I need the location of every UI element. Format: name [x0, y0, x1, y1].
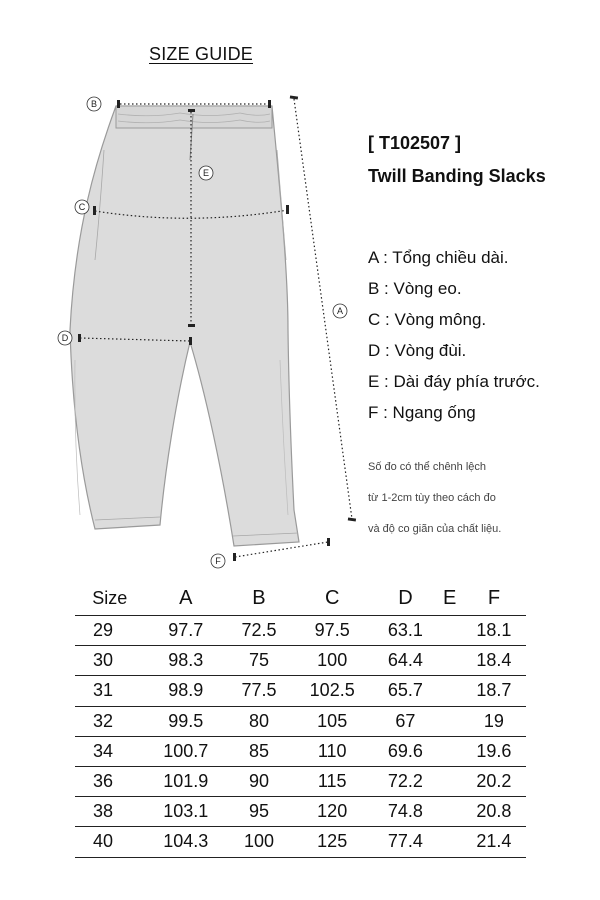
table-row [75, 646, 526, 676]
cell-e [437, 646, 461, 676]
cell-e [437, 827, 461, 857]
table-row [75, 766, 526, 796]
header-d: D [373, 582, 437, 616]
legend-item-c: C : Vòng mông. [368, 310, 487, 329]
header-size: Size [75, 582, 145, 616]
product-name: Twill Banding Slacks [368, 166, 546, 186]
cell-size: 29 [75, 616, 145, 646]
table-row [75, 827, 526, 857]
cell-d: 63.1 [373, 616, 437, 646]
cell-f: 18.7 [462, 676, 526, 706]
cell-d: 74.8 [373, 797, 437, 827]
label-c [75, 200, 89, 214]
pants-illustration [70, 106, 299, 546]
note-line: Số đo có thể chênh lệch [368, 461, 487, 473]
cell-f: 21.4 [462, 827, 526, 857]
cell-e [437, 766, 461, 796]
cell-c: 97.5 [291, 616, 373, 646]
cell-a: 101.9 [145, 766, 227, 796]
cell-a: 99.5 [145, 706, 227, 736]
cell-c: 110 [291, 736, 373, 766]
cell-d: 65.7 [373, 676, 437, 706]
cell-f: 20.2 [462, 766, 526, 796]
cell-c: 102.5 [291, 676, 373, 706]
cell-size: 34 [75, 736, 145, 766]
cell-c: 105 [291, 706, 373, 736]
header-c: C [291, 582, 373, 616]
svg-text:C: C [78, 202, 86, 212]
size-guide-title: SIZE GUIDE [149, 44, 254, 64]
cell-b: 75 [227, 646, 291, 676]
cell-f: 18.1 [462, 616, 526, 646]
table-row [75, 706, 526, 736]
measurement-note [368, 456, 501, 549]
table-row [75, 616, 526, 646]
cell-size: 32 [75, 706, 145, 736]
cell-e [437, 736, 461, 766]
svg-text:A: A [336, 306, 344, 316]
table-header-row [75, 582, 526, 616]
legend-item-e: E : Dài đáy phía trước. [368, 372, 540, 391]
cell-a: 100.7 [145, 736, 227, 766]
cell-d: 64.4 [373, 646, 437, 676]
cell-e [437, 676, 461, 706]
legend-item-a: A : Tổng chiều dài. [368, 248, 509, 267]
cell-d: 72.2 [373, 766, 437, 796]
cell-c: 125 [291, 827, 373, 857]
cell-size: 38 [75, 797, 145, 827]
cell-e [437, 706, 461, 736]
table-row [75, 797, 526, 827]
cell-a: 98.3 [145, 646, 227, 676]
svg-text:B: B [90, 99, 98, 109]
cell-d: 77.4 [373, 827, 437, 857]
cell-f: 19 [462, 706, 526, 736]
cell-b: 90 [227, 766, 291, 796]
cell-a: 104.3 [145, 827, 227, 857]
svg-text:F: F [215, 556, 221, 566]
cell-a: 97.7 [145, 616, 227, 646]
cell-f: 18.4 [462, 646, 526, 676]
table-row [75, 736, 526, 766]
header-a: A [145, 582, 227, 616]
label-f [211, 554, 225, 568]
cell-f: 19.6 [462, 736, 526, 766]
cell-b: 72.5 [227, 616, 291, 646]
cell-e [437, 616, 461, 646]
legend-item-b: B : Vòng eo. [368, 279, 462, 298]
header-e: E [437, 582, 461, 616]
legend-item-f: F : Ngang ống [368, 403, 476, 422]
header-b: B [227, 582, 291, 616]
cell-b: 100 [227, 827, 291, 857]
cell-b: 85 [227, 736, 291, 766]
cell-f: 20.8 [462, 797, 526, 827]
svg-text:D: D [61, 333, 69, 343]
label-b [87, 97, 101, 111]
legend-item-d: D : Vòng đùi. [368, 341, 467, 360]
table-row [75, 676, 526, 706]
note-line: và độ co giãn của chất liệu. [368, 523, 502, 535]
cell-a: 98.9 [145, 676, 227, 706]
label-e [199, 166, 213, 180]
cell-b: 80 [227, 706, 291, 736]
cell-d: 67 [373, 706, 437, 736]
cell-a: 103.1 [145, 797, 227, 827]
size-table [75, 582, 526, 858]
cell-d: 69.6 [373, 736, 437, 766]
cell-c: 115 [291, 766, 373, 796]
cell-b: 77.5 [227, 676, 291, 706]
cell-size: 31 [75, 676, 145, 706]
cell-size: 30 [75, 646, 145, 676]
cell-b: 95 [227, 797, 291, 827]
measurement-legend [368, 242, 540, 428]
product-code: [ T102507 ] [368, 133, 462, 153]
label-a [333, 304, 347, 318]
label-d [58, 331, 72, 345]
cell-c: 100 [291, 646, 373, 676]
cell-size: 36 [75, 766, 145, 796]
cell-e [437, 797, 461, 827]
note-line: từ 1-2cm tùy theo cách đo [368, 492, 496, 504]
header-f: F [462, 582, 526, 616]
svg-text:E: E [202, 168, 210, 178]
cell-c: 120 [291, 797, 373, 827]
cell-size: 40 [75, 827, 145, 857]
